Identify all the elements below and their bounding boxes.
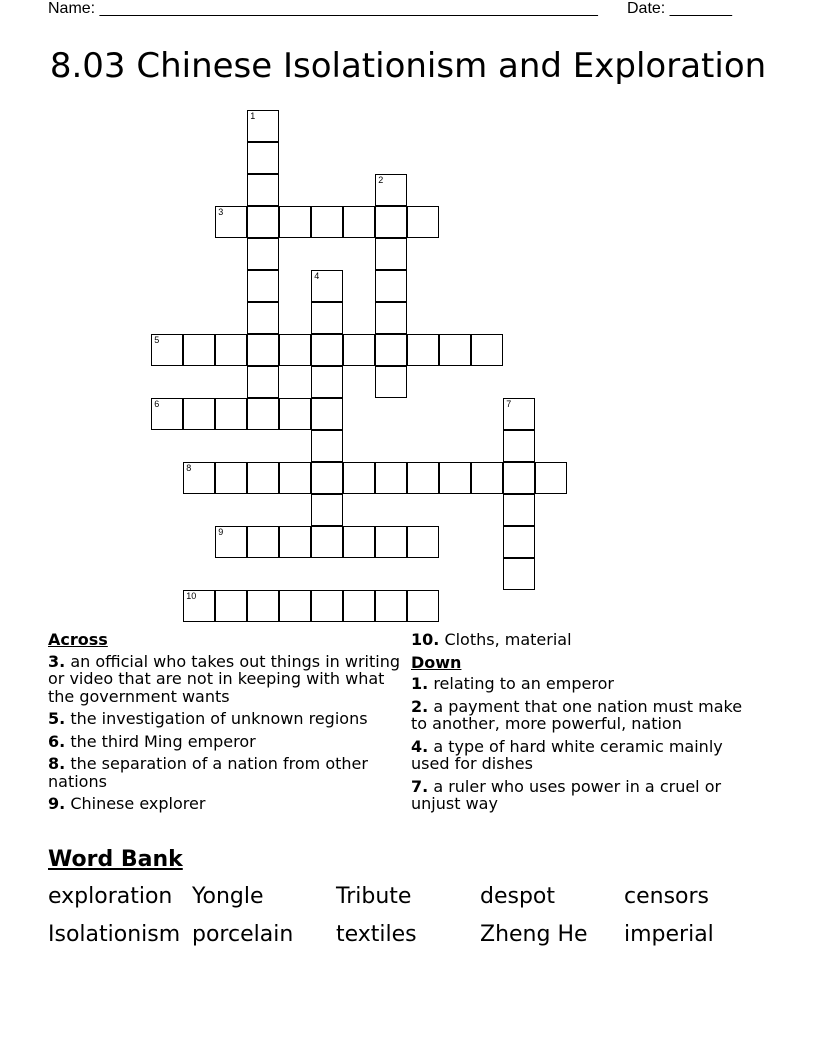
word-bank-word: exploration bbox=[48, 884, 173, 909]
grid-cell[interactable] bbox=[311, 526, 343, 558]
grid-cell[interactable] bbox=[375, 462, 407, 494]
grid-cell[interactable] bbox=[311, 462, 343, 494]
grid-cell[interactable] bbox=[503, 494, 535, 526]
grid-cell[interactable] bbox=[407, 590, 439, 622]
clue-number: 9. bbox=[48, 794, 66, 813]
grid-cell[interactable] bbox=[311, 366, 343, 398]
grid-cell[interactable] bbox=[215, 526, 247, 558]
grid-cell[interactable] bbox=[407, 526, 439, 558]
grid-cell[interactable] bbox=[375, 590, 407, 622]
grid-cell[interactable] bbox=[375, 270, 407, 302]
clue-number: 3. bbox=[48, 651, 66, 671]
word-bank-word: Zheng He bbox=[480, 922, 588, 947]
word-bank-word: porcelain bbox=[192, 922, 294, 947]
clue-number-label: 9 bbox=[218, 527, 224, 538]
grid-cell[interactable] bbox=[247, 334, 279, 366]
clue-number-label: 7 bbox=[506, 399, 512, 410]
grid-cell[interactable] bbox=[311, 334, 343, 366]
grid-cell[interactable] bbox=[343, 206, 375, 238]
clue-number-label: 2 bbox=[378, 175, 384, 186]
clue-text: a payment that one nation must make to another, more powerful, nation bbox=[411, 696, 743, 733]
grid-cell[interactable] bbox=[439, 334, 471, 366]
word-bank-word: despot bbox=[480, 884, 556, 909]
clue-across-10 bbox=[411, 631, 763, 649]
grid-cell[interactable] bbox=[311, 398, 343, 430]
grid-cell[interactable] bbox=[503, 558, 535, 590]
grid-cell[interactable] bbox=[375, 238, 407, 270]
grid-cell[interactable] bbox=[247, 590, 279, 622]
grid-cell[interactable] bbox=[215, 590, 247, 622]
grid-cell[interactable] bbox=[151, 398, 183, 430]
grid-cell[interactable] bbox=[407, 334, 439, 366]
grid-cell[interactable] bbox=[279, 398, 311, 430]
grid-cell[interactable] bbox=[503, 430, 535, 462]
clue-text: the investigation of unknown regions bbox=[70, 709, 368, 728]
grid-cell[interactable] bbox=[183, 334, 215, 366]
grid-cell[interactable] bbox=[247, 238, 279, 270]
grid-cell[interactable] bbox=[343, 590, 375, 622]
clue-number: 5. bbox=[48, 709, 66, 728]
grid-cell[interactable] bbox=[247, 270, 279, 302]
grid-cell[interactable] bbox=[215, 206, 247, 238]
clues-right-column bbox=[411, 631, 763, 818]
clue-text: the third Ming emperor bbox=[70, 731, 256, 751]
word-bank-word: Yongle bbox=[192, 884, 264, 909]
clue-number-label: 6 bbox=[154, 399, 160, 410]
grid-cell[interactable] bbox=[215, 334, 247, 366]
clue-number-label: 3 bbox=[218, 207, 224, 218]
grid-cell[interactable] bbox=[375, 206, 407, 238]
grid-cell[interactable] bbox=[279, 462, 311, 494]
grid-cell[interactable] bbox=[279, 526, 311, 558]
clue-text: Cloths, material bbox=[444, 630, 572, 649]
word-bank-word: Isolationism bbox=[48, 922, 181, 947]
clue-across-5 bbox=[48, 710, 400, 728]
clue-text: the separation of a nation from other nations bbox=[48, 754, 368, 791]
clue-across-6 bbox=[48, 733, 400, 751]
clue-number: 4. bbox=[411, 736, 429, 756]
word-bank-word: imperial bbox=[624, 922, 714, 947]
grid-cell[interactable] bbox=[407, 462, 439, 494]
grid-cell[interactable] bbox=[375, 174, 407, 206]
grid-cell[interactable] bbox=[535, 462, 567, 494]
grid-cell[interactable] bbox=[183, 590, 215, 622]
grid-cell[interactable] bbox=[471, 462, 503, 494]
grid-cell[interactable] bbox=[215, 462, 247, 494]
grid-cell[interactable] bbox=[311, 494, 343, 526]
grid-cell[interactable] bbox=[247, 206, 279, 238]
clue-across-3 bbox=[48, 653, 400, 706]
clue-down-7 bbox=[411, 778, 763, 813]
grid-cell[interactable] bbox=[215, 398, 247, 430]
clue-text: relating to an emperor bbox=[433, 674, 614, 693]
word-bank-word: textiles bbox=[336, 922, 417, 947]
page-title: 8.03 Chinese Isolationism and Exploration bbox=[49, 46, 767, 86]
grid-cell[interactable] bbox=[375, 334, 407, 366]
grid-cell[interactable] bbox=[247, 302, 279, 334]
grid-cell[interactable] bbox=[407, 206, 439, 238]
grid-cell[interactable] bbox=[343, 462, 375, 494]
grid-cell[interactable] bbox=[503, 398, 535, 430]
clue-number: 2. bbox=[411, 696, 429, 716]
name-line: Name: ________________________________________________________ bbox=[48, 0, 598, 17]
grid-cell[interactable] bbox=[439, 462, 471, 494]
grid-cell[interactable] bbox=[279, 590, 311, 622]
date-line: Date: _______ bbox=[627, 0, 732, 17]
grid-cell[interactable] bbox=[311, 430, 343, 462]
grid-cell[interactable] bbox=[247, 110, 279, 142]
grid-cell[interactable] bbox=[151, 334, 183, 366]
grid-cell[interactable] bbox=[183, 462, 215, 494]
grid-cell[interactable] bbox=[311, 590, 343, 622]
clue-text: Chinese explorer bbox=[70, 794, 206, 813]
grid-cell[interactable] bbox=[311, 302, 343, 334]
clue-down-4 bbox=[411, 738, 763, 773]
clue-across-9 bbox=[48, 795, 400, 813]
grid-cell[interactable] bbox=[247, 142, 279, 174]
clue-text: an official who takes out things in writing or video that are not in keeping with what the government wants bbox=[48, 651, 400, 706]
grid-cell[interactable] bbox=[247, 462, 279, 494]
clue-down-2 bbox=[411, 698, 763, 733]
grid-cell[interactable] bbox=[279, 206, 311, 238]
grid-cell[interactable] bbox=[503, 462, 535, 494]
clue-number: 1. bbox=[411, 674, 429, 693]
grid-cell[interactable] bbox=[375, 366, 407, 398]
clue-number-label: 1 bbox=[250, 111, 256, 122]
clue-text: a type of hard white ceramic mainly used for dishes bbox=[411, 736, 723, 773]
grid-cell[interactable] bbox=[311, 206, 343, 238]
grid-cell[interactable] bbox=[183, 398, 215, 430]
word-bank-title: Word Bank bbox=[48, 847, 183, 872]
grid-cell[interactable] bbox=[503, 526, 535, 558]
grid-cell[interactable] bbox=[343, 526, 375, 558]
word-bank-word: censors bbox=[624, 884, 710, 909]
grid-cell[interactable] bbox=[247, 366, 279, 398]
clue-number-label: 8 bbox=[186, 463, 192, 474]
grid-cell[interactable] bbox=[311, 270, 343, 302]
clue-number: 7. bbox=[411, 776, 429, 796]
grid-cell[interactable] bbox=[279, 334, 311, 366]
clues-left-column bbox=[48, 631, 400, 818]
clue-number-label: 5 bbox=[154, 335, 160, 346]
grid-cell[interactable] bbox=[247, 398, 279, 430]
grid-cell[interactable] bbox=[471, 334, 503, 366]
grid-cell[interactable] bbox=[375, 302, 407, 334]
clue-number-label: 10 bbox=[186, 591, 197, 602]
clue-number: 10. bbox=[411, 630, 440, 649]
clue-across-8 bbox=[48, 755, 400, 790]
across-heading: Across bbox=[48, 630, 108, 649]
clue-number: 8. bbox=[48, 754, 66, 773]
word-bank-word: Tribute bbox=[336, 884, 412, 909]
clue-number-label: 4 bbox=[314, 271, 320, 282]
grid-cell[interactable] bbox=[375, 526, 407, 558]
down-heading: Down bbox=[411, 652, 462, 672]
clue-text: a ruler who uses power in a cruel or unjust way bbox=[411, 776, 722, 813]
clue-number: 6. bbox=[48, 731, 66, 751]
grid-cell[interactable] bbox=[343, 334, 375, 366]
clue-down-1 bbox=[411, 675, 763, 693]
grid-cell[interactable] bbox=[247, 174, 279, 206]
grid-cell[interactable] bbox=[247, 526, 279, 558]
